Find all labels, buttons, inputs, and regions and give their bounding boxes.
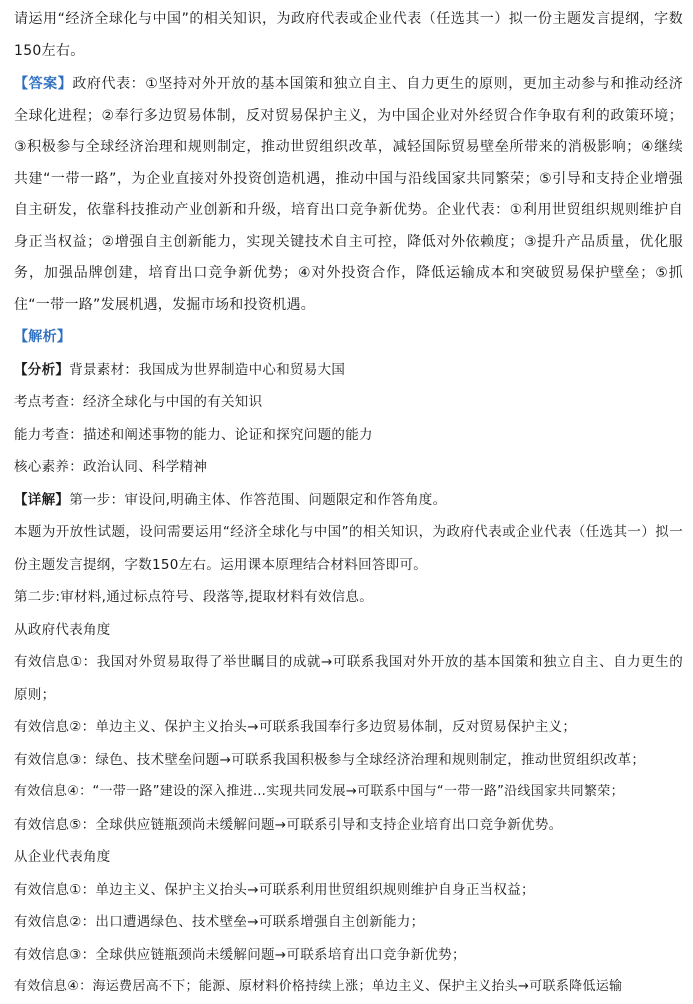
fenxi-tag: 【分析】 (14, 361, 70, 378)
gov-item: 有效信息④：“一带一路”建设的深入推进…实现共同发展→可联系中国与“一带一路”沿线国家共同繁荣； (14, 784, 624, 799)
kaodian-text: 考点考查：经济全球化与中国的有关知识 (14, 394, 263, 410)
answer-paragraph (14, 69, 683, 321)
xiangjie-text: 第一步：审设问,明确主体、作答范围、问题限定和作答角度。 (69, 491, 447, 508)
gov-item: 有效信息⑤：全球供应链瓶颈尚未缓解问题→可联系引导和支持企业培育出口竞争新优势。 (14, 816, 563, 833)
step1-body: 本题为开放性试题，设问需要运用“经济全球化与中国”的相关知识，为政府代表或企业代表（任选其一）拟一份主题发言提纲，字数150左右。运用课本原理结合材料回答即可。 (14, 524, 683, 573)
fenxi-text: 背景素材：我国成为世界制造中心和贸易大国 (69, 361, 346, 378)
ent-item: 有效信息②：出口遭遇绿色、技术壁垒→可联系增强自主创新能力； (14, 914, 425, 930)
gov-heading: 从政府代表角度 (14, 621, 111, 638)
gov-item: 有效信息②：单边主义、保护主义抬头→可联系我国奉行多边贸易体制，反对贸易保护主义； (14, 719, 577, 735)
ent-item: 有效信息③：全球供应链瓶颈尚未缓解问题→可联系培育出口竞争新优势； (14, 946, 466, 963)
ent-heading: 从企业代表角度 (14, 849, 111, 865)
answer-text: 政府代表：①坚持对外开放的基本国策和独立自主、自力更生的原则，更加主动参与和推动经济全球化进程；②奉行多边贸易体制，反对贸易保护主义，为中国企业对外经贸合作争取有利的政策环境；③积极参与全球经济治理和规则制定，推动世贸组织改革，减轻国际贸易壁垒所带来的消极影响；④继续共建“一带一路”，为企业直接对外投资创造机遇，推动中国与沿线国家共同繁荣；⑤引导和支持企业增强自主研发，依靠科技推动产业创新和升级，培育出口竞争新优势。企业代表：①利用世贸组织规则维护自身正当权益；②增强自主创新能力，实现关键技术自主可控，降低对外依赖度；③提升产品质量，优化服务，加强品牌创建，培育出口竞争新优势；④对外投资合作，降低运输成本和突破贸易保护壁垒；⑤抓住“一带一路”发展机遇，发掘市场和投资机遇。 (14, 76, 683, 313)
step1-heading (14, 484, 683, 517)
nengli-text: 能力考查：描述和阐述事物的能力、论证和探究问题的能力 (14, 426, 373, 443)
analysis-background (14, 354, 683, 387)
ent-item: 有效信息④：海运费居高不下；能源、原材料价格持续上涨；单边主义、保护主义抬头→可联系降低运输 (14, 979, 623, 994)
gov-item: 有效信息①：我国对外贸易取得了举世瞩目的成就→可联系我国对外开放的基本国策和独立自主、自力更生的原则； (14, 654, 683, 703)
analysis-tag: 【解析】 (14, 329, 72, 345)
xiangjie-tag: 【详解】 (14, 491, 70, 508)
gov-item: 有效信息③：绿色、技术壁垒问题→可联系我国积极参与全球经济治理和规则制定，推动世贸组织改革； (14, 751, 646, 768)
answer-tag: 【答案】 (14, 76, 73, 92)
step2-heading: 第二步:审材料,通过标点符号、段落等,提取材料有效信息。 (14, 589, 374, 605)
suyang-text: 核心素养：政治认同、科学精神 (14, 459, 208, 475)
ent-item: 有效信息①：单边主义、保护主义抬头→可联系利用世贸组织规则维护自身正当权益； (14, 881, 535, 898)
question-text: 请运用“经济全球化与中国”的相关知识，为政府代表或企业代表（任选其一）拟一份主题发言提纲，字数150左右。 (14, 11, 683, 59)
